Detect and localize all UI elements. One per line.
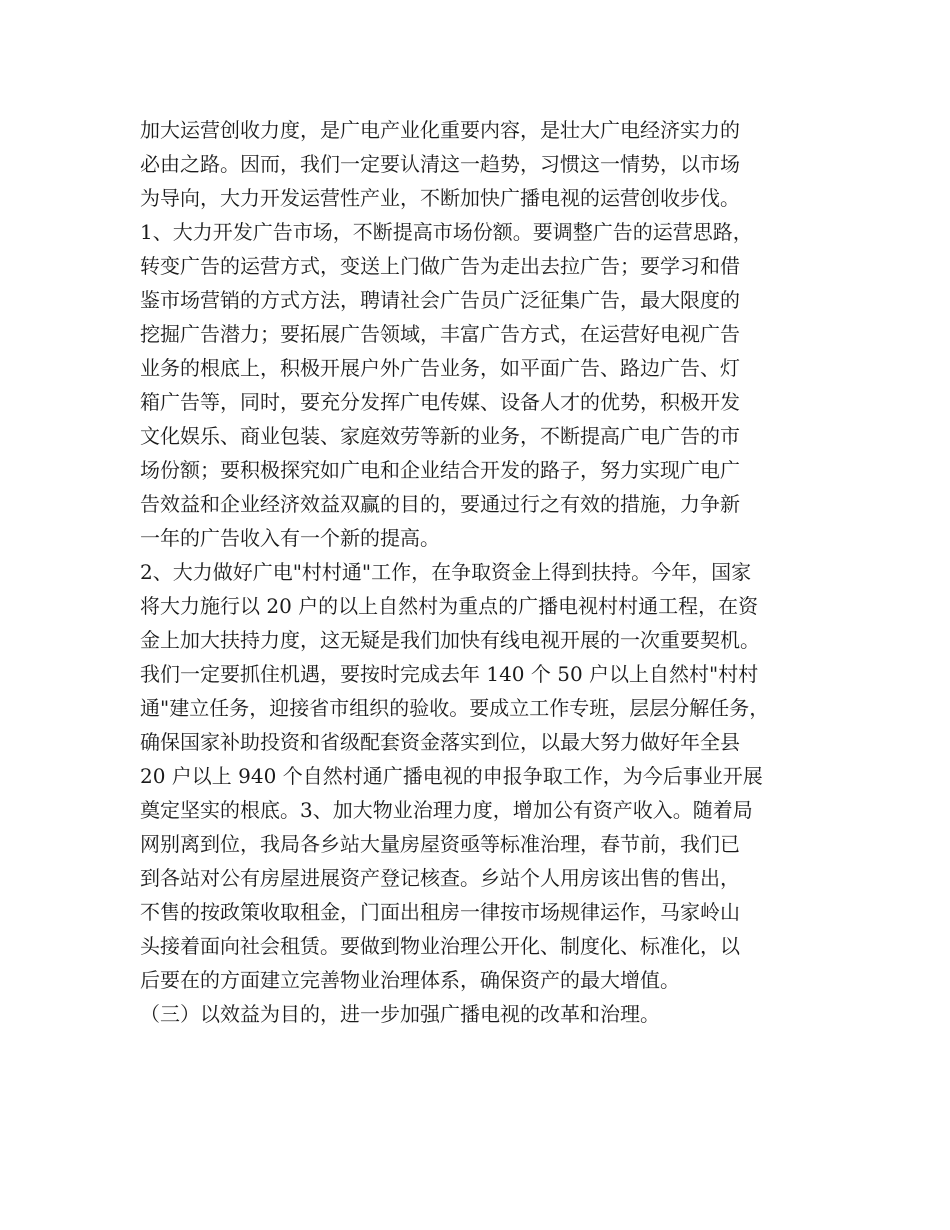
text-line: 挖掘广告潜力；要拓展广告领域，丰富广告方式，在运营好电视广告 (140, 322, 740, 346)
text-line: 业务的根底上，积极开展户外广告业务，如平面广告、路边广告、灯 (140, 356, 740, 380)
text-line: 文化娱乐、商业包装、家庭效劳等新的业务，不断提高广电广告的市 (140, 424, 740, 448)
text-line: 20 户以上 940 个自然村通广播电视的申报争取工作，为今后事业开展 (140, 764, 763, 788)
text-line: 告效益和企业经济效益双赢的目的，要通过行之有效的措施，力争新 (140, 492, 740, 516)
text-line: 我们一定要抓住机遇，要按时完成去年 140 个 50 户以上自然村"村村 (140, 662, 759, 686)
text-line: 转变广告的运营方式，变送上门做广告为走出去拉广告；要学习和借 (140, 254, 740, 278)
text-line: 为导向，大力开发运营性产业，不断加快广播电视的运营创收步伐。 (140, 186, 740, 210)
text-line: 确保国家补助投资和省级配套资金落实到位，以最大努力做好年全县 (140, 730, 740, 754)
text-line: 必由之路。因而，我们一定要认清这一趋势，习惯这一情势，以市场 (140, 152, 740, 176)
text-line: 一年的广告收入有一个新的提高。 (140, 526, 440, 550)
text-line: 场份额；要积极探究如广电和企业结合开发的路子，努力实现广电广 (140, 458, 740, 482)
document-body (140, 113, 830, 1031)
text-line: 鉴市场营销的方式方法，聘请社会广告员广泛征集广告，最大限度的 (140, 288, 740, 312)
text-line: 奠定坚实的根底。3、加大物业治理力度，增加公有资产收入。随着局 (140, 798, 753, 822)
text-line: 金上加大扶持力度，这无疑是我们加快有线电视开展的一次重要契机。 (140, 628, 760, 652)
text-line: （三）以效益为目的，进一步加强广播电视的改革和治理。 (140, 1002, 660, 1026)
text-line: 加大运营创收力度，是广电产业化重要内容，是壮大广电经济实力的 (140, 118, 740, 142)
text-line: 通"建立任务，迎接省市组织的验收。要成立工作专班，层层分解任务， (140, 696, 770, 720)
text-line: 不售的按政策收取租金，门面出租房一律按市场规律运作，马家岭山 (140, 900, 740, 924)
text-line: 后要在的方面建立完善物业治理体系，确保资产的最大增值。 (140, 968, 680, 992)
text-line: 将大力施行以 20 户的以上自然村为重点的广播电视村村通工程，在资 (140, 594, 759, 618)
text-line: 网别离到位，我局各乡站大量房屋资亟等标准治理，春节前，我们已 (140, 832, 740, 856)
text-line: 到各站对公有房屋进展资产登记核查。乡站个人用房该出售的售出， (140, 866, 740, 890)
text-line: 2、大力做好广电"村村通"工作，在争取资金上得到扶持。今年，国家 (140, 560, 752, 584)
text-line: 箱广告等，同时，要充分发挥广电传媒、设备人才的优势，积极开发 (140, 390, 740, 414)
text-line: 头接着面向社会租赁。要做到物业治理公开化、制度化、标准化，以 (140, 934, 740, 958)
text-line: 1、大力开发广告市场，不断提高市场份额。要调整广告的运营思路， (140, 220, 753, 244)
